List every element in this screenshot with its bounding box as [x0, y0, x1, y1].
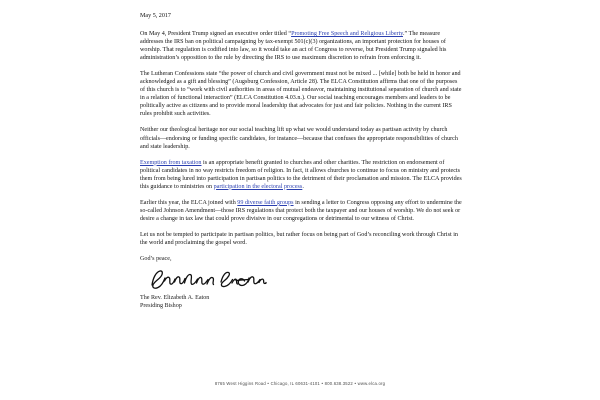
inline-link[interactable]: Exemption from taxation: [140, 159, 202, 166]
inline-link[interactable]: 99 diverse faith groups: [237, 199, 294, 206]
footer-separator-3: •: [354, 381, 357, 386]
paragraph-1: [140, 30, 462, 62]
paragraph-text: .: [302, 183, 304, 190]
paragraph-3: [140, 126, 462, 150]
paragraph-2: [140, 70, 462, 118]
letter-date: May 5, 2017: [140, 13, 171, 19]
paragraph-text: .” The measure addresses the IRS ban on political campaigning by tax-exempt 501(c)(3) organizations, an important protection for houses of worship. That regulation is codified into law, so it would take an act of Congress to reverse, but President Trump signaled his administration’s opposition to the rule by directing the IRS to use maximum discretion to refrain from enforcing it.: [140, 31, 447, 62]
paragraph-text: Earlier this year, the ELCA joined with: [140, 199, 238, 206]
paragraph-text: On May 4, President Trump signed an executive order titled “: [140, 31, 292, 37]
inline-link[interactable]: participation in the electoral process: [213, 183, 303, 190]
inline-link[interactable]: Promoting Free Speech and Religious Liberty: [291, 31, 403, 37]
paragraph-text: is an appropriate benefit granted to churches and other charities. The restriction on endorsement of political candidates in no way restricts freedom of religion. In fact, it allows churches to continue to focus on ministry and protects them from being lured into participation in partisan politics to the detriment of their proclamation and mission. The ELCA provides this guidance to ministries on: [140, 159, 462, 190]
page-footer: [0, 381, 600, 386]
footer-website: www.elca.org: [357, 381, 386, 386]
paragraph-text: The Lutheran Confessions state “the power of church and civil government must not be mixed ... [while] both be held in honor and acknowledged as a gift and blessing” (Augsburg Confession, Article 28). The ELCA Constitution affirms that one of the purposes of this church is to “work with civil authorities in areas of mutual endeavor, maintaining institutional separation of church and state in a relation of functional interaction” (ELCA Constitution 4.03.n.). Our social teaching encourages members and leaders to be politically active as citizens and to provide moral leadership that advocates for just and fair policies. Nothing in the current IRS rules prohibit such activities.: [140, 71, 462, 118]
letter-body: [140, 12, 462, 310]
paragraph-6: [140, 231, 462, 247]
paragraph-text: Neither our theological heritage nor our social teaching lift up what we would understand today as partisan activity by church officials—endorsing or funding specific candidates, for instance—because that confuses the appropriate responsibilities of church and state leadership.: [140, 127, 458, 150]
footer-phone: 800.638.3522: [324, 381, 353, 386]
paragraph-text: in sending a letter to Congress opposing any effort to undermine the so-called Johnson Amendment—those IRS regulations that protect both the taxpayer and our houses of worship. We do not seek or desire a change in tax law that could prove divisive in our congregations or detrimental to our witness of Christ.: [140, 199, 462, 222]
signer-title: Presiding Bishop: [140, 303, 182, 310]
footer-address: 8765 West Higgins Road: [214, 381, 266, 386]
footer-separator-1: •: [267, 381, 270, 386]
handwritten-signature-icon: [140, 267, 462, 293]
footer-city-state-zip: Chicago, IL 60631-4101: [270, 381, 320, 386]
paragraph-5: [140, 199, 462, 223]
paragraph-text: Let us not be tempted to participate in partisan politics, but rather focus on being part of God’s reconciling work through Christ in the world and proclaiming the gospel word.: [140, 231, 458, 246]
letter-closing: God’s peace,: [140, 256, 172, 263]
footer-separator-2: •: [321, 381, 324, 386]
paragraph-4: [140, 159, 462, 191]
signer-name: The Rev. Elizabeth A. Eaton: [140, 295, 210, 302]
